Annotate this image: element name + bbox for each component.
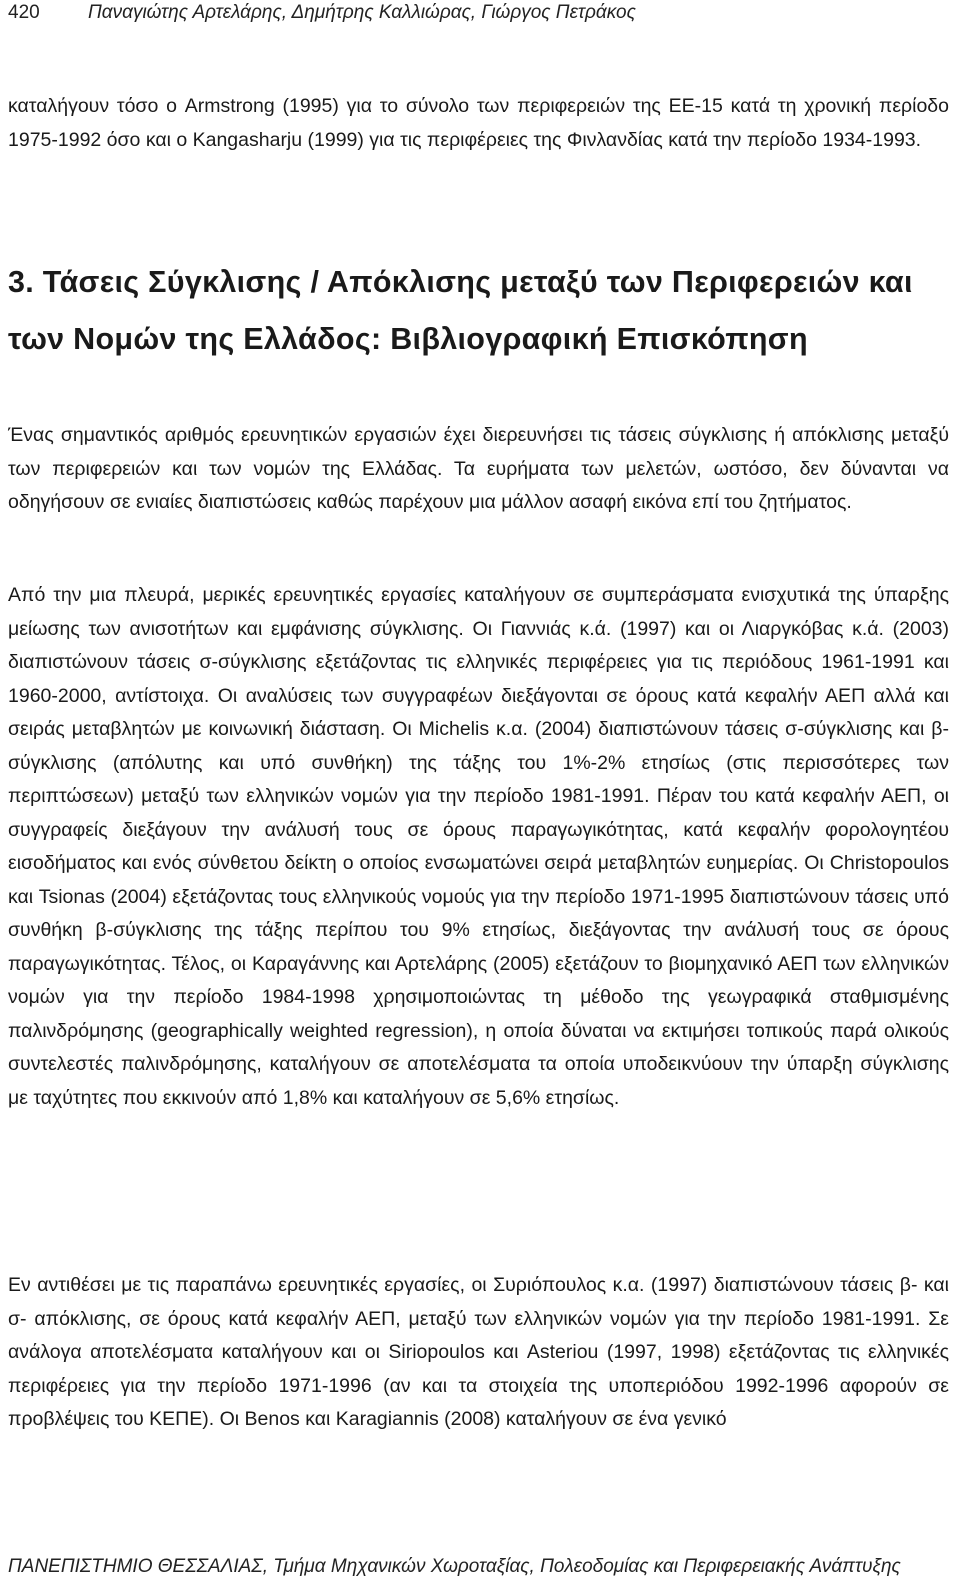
intro-block bbox=[8, 90, 949, 157]
section-heading: 3. Τάσεις Σύγκλισης / Απόκλισης μεταξύ των Περιφερειών και των Νομών της Ελλάδος: Βιβλιογραφική Επισκόπηση bbox=[8, 265, 913, 356]
paragraph-block-1 bbox=[8, 419, 949, 520]
page-number: 420 bbox=[8, 2, 40, 23]
running-header bbox=[8, 0, 636, 26]
paragraph-block-2 bbox=[8, 579, 949, 1115]
institution-footer: ΠΑΝΕΠΙΣΤΗΜΙΟ ΘΕΣΣΑΛΙΑΣ, Τμήμα Μηχανικών Χωροταξίας, Πολεοδομίας και Περιφερειακής Ανάπτυξης bbox=[8, 1556, 901, 1577]
body-paragraph: Εν αντιθέσει με τις παραπάνω ερευνητικές εργασίες, οι Συριόπουλος κ.α. (1997) διαπιστώνουν τάσεις β- και σ- απόκλισης, σε όρους κατά κεφαλήν ΑΕΠ, μεταξύ των ελληνικών νομών για την περίοδο 1981-1991. Σε ανάλογα αποτελέσματα καταλήγουν και οι Siriopoulos και Asteriou (1997, 1998) εξετάζοντας τις ελληνικές περιφέρειες για την περίοδο 1971-1996 (αν και τα στοιχεία της υποπεριόδου 1992-1996 αφορούν σε προβλέψεις του ΚΕΠΕ). Οι Benos και Karagiannis (2008) καταλήγουν σε ένα γενικό bbox=[8, 1274, 949, 1430]
intro-paragraph: καταλήγουν τόσο ο Armstrong (1995) για το σύνολο των περιφερειών της ΕΕ-15 κατά τη χρονική περίοδο 1975-1992 όσο και ο Kangasharju (1999) για τις περιφέρειες της Φινλανδίας κατά την περίοδο 1934-1993. bbox=[8, 95, 949, 151]
paragraph-block-3 bbox=[8, 1269, 949, 1437]
body-paragraph: Ένας σημαντικός αριθμός ερευνητικών εργασιών έχει διερευνήσει τις τάσεις σύγκλισης ή απόκλισης μεταξύ των περιφερειών και των νομών της Ελλάδας. Τα ευρήματα των μελετών, ωστόσο, δεν δύνανται να οδηγήσουν σε ενιαίες διαπιστώσεις καθώς παρέχουν μια μάλλον ασαφή εικόνα επί του ζητήματος. bbox=[8, 424, 949, 513]
body-paragraph: Από την μια πλευρά, μερικές ερευνητικές εργασίες καταλήγουν σε συμπεράσματα ενισχυτικά της ύπαρξης μείωσης των ανισοτήτων και εμφάνισης σύγκλισης. Οι Γιαννιάς κ.ά. (1997) και οι Λιαργκόβας κ.ά. (2003) διαπιστώνουν τάσεις σ-σύγκλισης εξετάζοντας τις ελληνικές περιφέρειες για τις περιόδους 1961-1991 και 1960-2000, αντίστοιχα. Οι αναλύσεις των συγγραφέων διεξάγονται σε όρους κατά κεφαλήν ΑΕΠ αλλά και σειράς μεταβλητών με κοινωνική διάσταση. Οι Michelis κ.α. (2004) διαπιστώνουν τάσεις σ-σύγκλισης και β-σύγκλισης (απόλυτης και υπό συνθήκη) της τάξης του 1%-2% ετησίως (στις περισσότερες των περιπτώσεων) μεταξύ των ελληνικών νομών για την περίοδο 1981-1991. Πέραν του κατά κεφαλήν ΑΕΠ, οι συγγραφείς διεξάγουν την ανάλυσή τους σε όρους παραγωγικότητας, κατά κεφαλήν φορολογητέου εισοδήματος και ενός σύνθετου δείκτη ο οποίος ενσωματώνει σειρά μεταβλητών ευημερίας. Οι Christopoulos και Tsionas (2004) εξετάζοντας τους ελληνικούς νομούς για την περίοδο 1971-1995 διαπιστώνουν τάσεις υπό συνθήκη β-σύγκλισης της τάξης περίπου του 9% ετησίως, διεξάγοντας την ανάλυσή τους σε όρους παραγωγικότητας. Τέλος, οι Καραγάννης και Αρτελάρης (2005) εξετάζουν το βιομηχανικό ΑΕΠ των ελληνικών νομών για την περίοδο 1984-1998 χρησιμοποιώντας τη μέθοδο της γεωγραφικά σταθμισμένης παλινδρόμησης (geographically weighted regression), η οποία δύναται να εκτιμήσει τοπικούς παρά ολικούς συντελεστές παλινδρόμησης, καταλήγουν σε αποτελέσματα τα οποία υποδεικνύουν την ύπαρξη σύγκλισης με ταχύτητες που εκκινούν από 1,8% και καταλήγουν σε 5,6% ετησίως. bbox=[8, 584, 949, 1109]
running-header-authors: Παναγιώτης Αρτελάρης, Δημήτρης Καλλιώρας, Γιώργος Πετράκος bbox=[88, 2, 636, 23]
